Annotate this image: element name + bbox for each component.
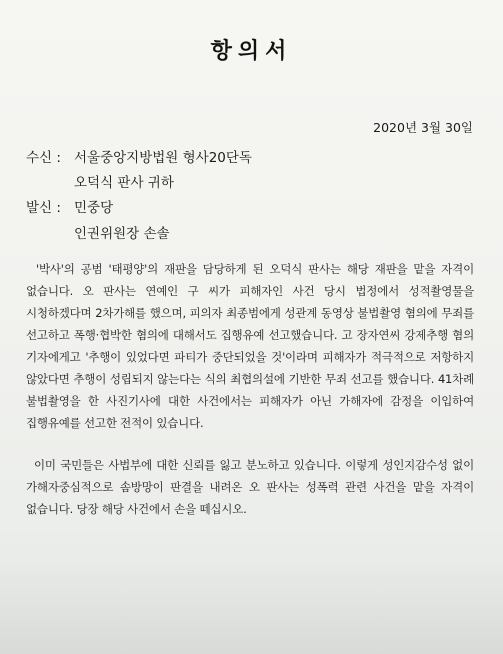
recipient-label: 수신 : [26, 150, 61, 166]
body-paragraph-2: 이미 국민들은 사법부에 대한 신뢰를 잃고 분노하고 있습니다. 이렇게 성인지감수성 없이 가해자중심적으로 솜방망이 판결을 내려온 오 판사는 성폭력 관련 사건을 맡을 자격이 없습니다. 당장 해당 사건에서 손을 떼십시오. [26, 458, 474, 516]
paper-shadow [0, 560, 503, 654]
recipient-judge: 오덕식 판사 귀하 [74, 175, 174, 191]
sender-party: 민중당 [74, 200, 114, 216]
body-paragraph-1: '박사'의 공범 '태평양'의 재판을 담당하게 된 오덕식 판사는 해당 재판을 맡을 자격이 없습니다. 오 판사는 연예인 구 씨가 피해자인 사건 당시 법정에서 성적촬영물을 시청하겠다며 2차가해를 했으며, 피의자 최종범에게 성관계 동영상 불법촬영 혐의에 무죄를 선고하고 폭행·협박한 혐의에 대해서도 집행유예 선고했습니다. 고 장자연씨 강제추행 혐의 기자에게고 '추행이 있었다면 파티가 중단되었을 것'이라며 피해자가 적극적으로 저항하지 않았다면 추행이 성립되지 않는다는 식의 최협의설에 기반한 무죄 선고를 했습니다. 41차례 불법촬영을 한 사진기사에 대한 사건에서는 피해자가 아닌 가해자에 감정을 이입하여 집행유예를 선고한 전적이 있습니다. [26, 262, 474, 430]
document-title: 항의서 [210, 39, 293, 64]
sender-person: 인권위원장 손솔 [74, 226, 170, 242]
sender-label: 발신 : [26, 200, 61, 216]
document-date: 2020년 3월 30일 [373, 120, 473, 135]
recipient-court: 서울중앙지방법원 형사20단독 [74, 150, 252, 166]
